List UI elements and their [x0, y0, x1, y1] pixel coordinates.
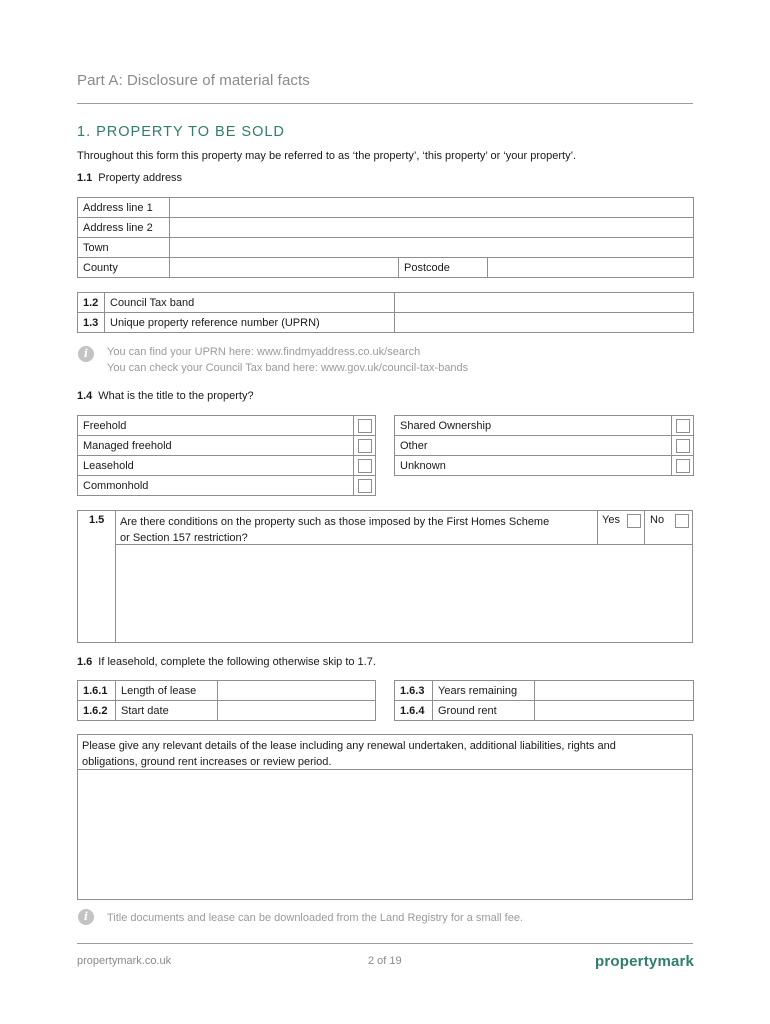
- divider: [644, 510, 645, 545]
- lease-table-right: [394, 680, 694, 721]
- info-note-uprn: [107, 344, 468, 376]
- length-of-lease-label: Length of lease: [116, 681, 218, 701]
- postcode-input[interactable]: [488, 258, 694, 278]
- question-number: 1.5: [89, 514, 105, 526]
- ground-rent-label: Ground rent: [433, 701, 535, 721]
- question-1-4: [77, 390, 254, 402]
- question-1-1: [77, 172, 182, 184]
- commonhold-checkbox[interactable]: [358, 479, 372, 493]
- info-uprn-link[interactable]: You can find your UPRN here: www.findmyaddress.co.uk/search: [107, 346, 421, 358]
- question-number: 1.2: [78, 293, 105, 313]
- section-title: 1. PROPERTY TO BE SOLD: [77, 124, 285, 140]
- county-input[interactable]: [170, 258, 399, 278]
- length-of-lease-input[interactable]: [218, 681, 376, 701]
- option-other-label: Other: [395, 436, 672, 456]
- propertymark-logo: propertymark: [595, 953, 695, 970]
- title-options-right: [394, 415, 694, 476]
- question-number: 1.1: [77, 172, 93, 184]
- option-unknown-label: Unknown: [395, 456, 672, 476]
- prompt-line: obligations, ground rent increases or review period.: [82, 756, 332, 768]
- address-line-1-input[interactable]: [170, 198, 694, 218]
- town-label: Town: [78, 238, 170, 258]
- info-note-land-registry: Title documents and lease can be downloaded from the Land Registry for a small fee.: [107, 912, 523, 924]
- option-managed-freehold-label: Managed freehold: [78, 436, 354, 456]
- header-divider: [77, 103, 693, 104]
- footer-divider: [77, 943, 693, 944]
- page-number: 2 of 19: [368, 955, 402, 967]
- title-options-left: [77, 415, 376, 496]
- question-number: 1.4: [77, 390, 93, 402]
- question-label: Property address: [98, 172, 183, 184]
- address-line-2-label: Address line 2: [78, 218, 170, 238]
- question-label: What is the title to the property?: [98, 390, 254, 402]
- lease-details-prompt: [82, 738, 616, 770]
- question-number: 1.6.1: [78, 681, 116, 701]
- start-date-label: Start date: [116, 701, 218, 721]
- address-line-2-input[interactable]: [170, 218, 694, 238]
- address-table: [77, 197, 694, 278]
- option-shared-ownership-label: Shared Ownership: [395, 416, 672, 436]
- option-commonhold-label: Commonhold: [78, 476, 354, 496]
- uprn-input[interactable]: [395, 313, 694, 333]
- years-remaining-label: Years remaining: [433, 681, 535, 701]
- shared-ownership-checkbox[interactable]: [676, 419, 690, 433]
- divider: [597, 510, 598, 545]
- question-line: Are there conditions on the property such as those imposed by the First Homes Scheme: [120, 516, 550, 528]
- leasehold-checkbox[interactable]: [358, 459, 372, 473]
- lease-table-left: [77, 680, 376, 721]
- council-tax-table: [77, 292, 694, 333]
- info-icon: i: [78, 909, 94, 925]
- question-1-6: [77, 656, 376, 668]
- option-leasehold-label: Leasehold: [78, 456, 354, 476]
- question-number: 1.3: [78, 313, 105, 333]
- other-checkbox[interactable]: [676, 439, 690, 453]
- prompt-line: Please give any relevant details of the lease including any renewal undertaken, additional liabilities, rights and: [82, 740, 616, 752]
- section-intro: Throughout this form this property may be referred to as ‘the property’, ‘this property’ or ‘your property’.: [77, 150, 577, 162]
- question-1-5-text: [120, 514, 549, 546]
- managed-freehold-checkbox[interactable]: [358, 439, 372, 453]
- conditions-details-textarea[interactable]: [117, 546, 692, 640]
- question-line: or Section 157 restriction?: [120, 532, 248, 544]
- town-input[interactable]: [170, 238, 694, 258]
- lease-details-textarea[interactable]: [79, 771, 691, 897]
- start-date-input[interactable]: [218, 701, 376, 721]
- part-title: Part A: Disclosure of material facts: [77, 72, 310, 89]
- years-remaining-input[interactable]: [535, 681, 694, 701]
- question-number: 1.6.2: [78, 701, 116, 721]
- yes-label: Yes: [602, 514, 620, 526]
- freehold-checkbox[interactable]: [358, 419, 372, 433]
- question-label: If leasehold, complete the following otherwise skip to 1.7.: [98, 656, 376, 668]
- footer-site-link[interactable]: propertymark.co.uk: [77, 955, 172, 967]
- option-freehold-label: Freehold: [78, 416, 354, 436]
- divider: [115, 510, 116, 642]
- info-icon: i: [78, 346, 94, 362]
- question-number: 1.6.4: [395, 701, 433, 721]
- question-number: 1.6.3: [395, 681, 433, 701]
- council-tax-input[interactable]: [395, 293, 694, 313]
- address-line-1-label: Address line 1: [78, 198, 170, 218]
- uprn-label: Unique property reference number (UPRN): [105, 313, 395, 333]
- yes-checkbox[interactable]: [627, 514, 641, 528]
- no-checkbox[interactable]: [675, 514, 689, 528]
- question-number: 1.6: [77, 656, 93, 668]
- county-label: County: [78, 258, 170, 278]
- ground-rent-input[interactable]: [535, 701, 694, 721]
- postcode-label: Postcode: [399, 258, 488, 278]
- no-label: No: [650, 514, 665, 526]
- council-tax-label: Council Tax band: [105, 293, 395, 313]
- unknown-checkbox[interactable]: [676, 459, 690, 473]
- info-council-tax-link[interactable]: You can check your Council Tax band here: www.gov.uk/council-tax-bands: [107, 362, 469, 374]
